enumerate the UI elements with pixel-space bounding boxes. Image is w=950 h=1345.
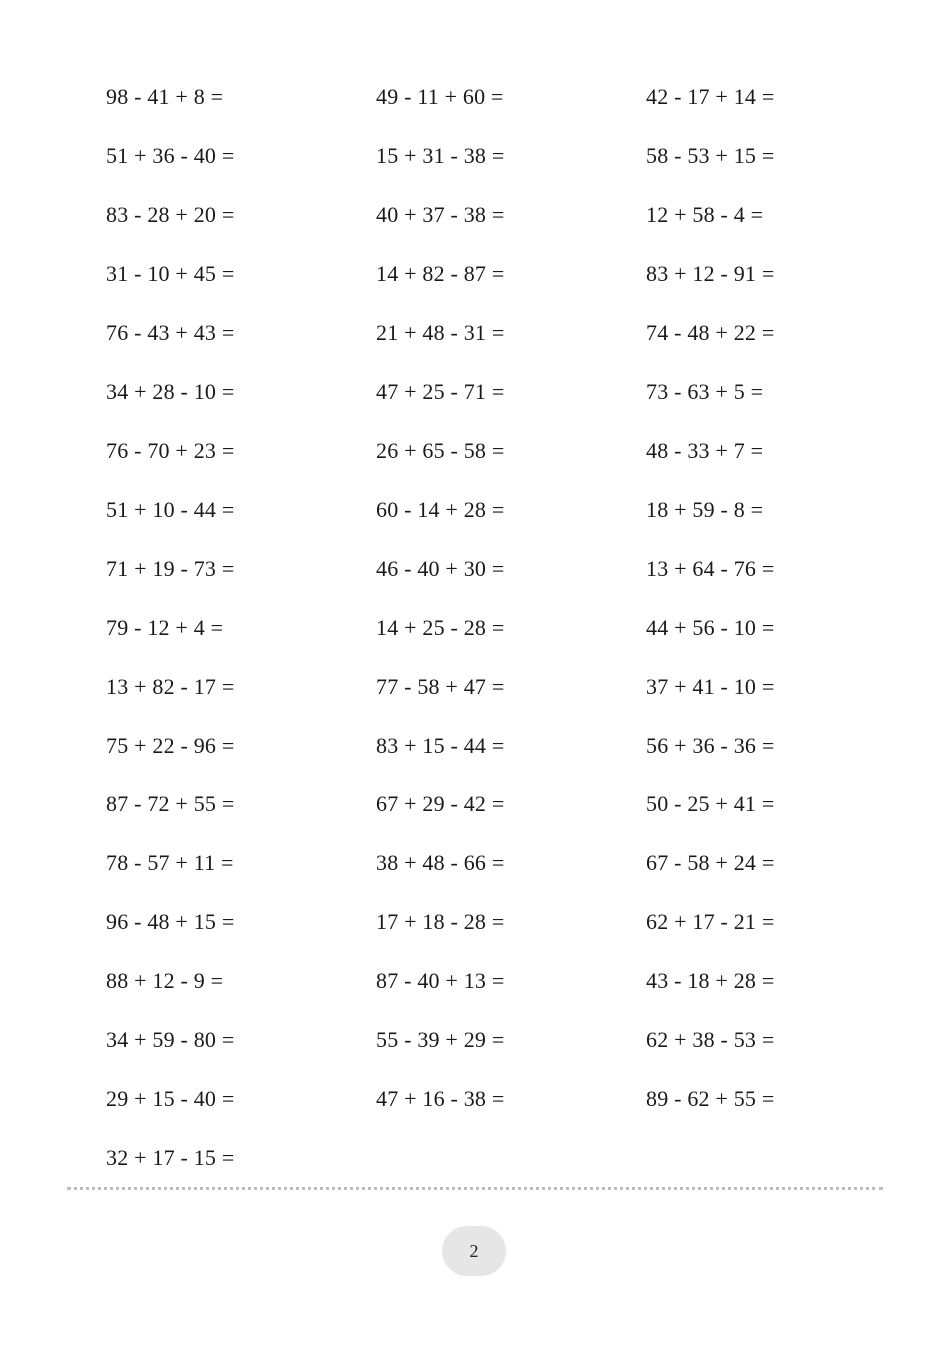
math-problem: 44 + 56 - 10 = — [646, 614, 775, 640]
math-problem: 12 + 58 - 4 = — [646, 201, 764, 227]
math-problem: 42 - 17 + 14 = — [646, 84, 775, 109]
math-problem: 47 + 25 - 71 = — [376, 378, 505, 404]
math-problem: 67 - 58 + 24 = — [646, 850, 775, 876]
math-problem: 18 + 59 - 8 = — [646, 496, 764, 522]
math-problem: 13 + 64 - 76 = — [646, 555, 775, 581]
math-problem: 38 + 48 - 66 = — [376, 850, 505, 876]
math-problem: 73 - 63 + 5 = — [646, 378, 764, 404]
math-problem: 21 + 48 - 31 = — [376, 319, 505, 345]
page-number: 2 — [469, 1240, 479, 1261]
math-problem: 87 - 40 + 13 = — [376, 968, 505, 994]
math-problem: 50 - 25 + 41 = — [646, 791, 775, 817]
math-problem: 51 + 10 - 44 = — [106, 496, 235, 522]
math-problem: 43 - 18 + 28 = — [646, 968, 775, 994]
math-problem: 62 + 17 - 21 = — [646, 909, 775, 935]
dotted-divider — [67, 1187, 883, 1190]
math-problem: 60 - 14 + 28 = — [376, 496, 505, 522]
math-problem: 34 + 59 - 80 = — [106, 1027, 235, 1053]
math-problem: 98 - 41 + 8 = — [106, 84, 224, 109]
math-problem: 67 + 29 - 42 = — [376, 791, 505, 817]
math-problem: 83 + 12 - 91 = — [646, 260, 775, 286]
math-problem: 37 + 41 - 10 = — [646, 673, 775, 699]
math-problem: 89 - 62 + 55 = — [646, 1086, 775, 1112]
math-problem: 51 + 36 - 40 = — [106, 142, 235, 168]
math-problem: 32 + 17 - 15 = — [106, 1145, 235, 1171]
math-problem: 48 - 33 + 7 = — [646, 437, 764, 463]
math-problem: 71 + 19 - 73 = — [106, 555, 235, 581]
math-problem: 58 - 53 + 15 = — [646, 142, 775, 168]
page-number-badge — [442, 1226, 506, 1276]
math-problem: 17 + 18 - 28 = — [376, 909, 505, 935]
math-problem: 26 + 65 - 58 = — [376, 437, 505, 463]
math-problem: 62 + 38 - 53 = — [646, 1027, 775, 1053]
math-problem: 46 - 40 + 30 = — [376, 555, 505, 581]
math-problem: 49 - 11 + 60 = — [376, 84, 504, 109]
math-problem: 29 + 15 - 40 = — [106, 1086, 235, 1112]
math-problem: 96 - 48 + 15 = — [106, 909, 235, 935]
math-problem: 47 + 16 - 38 = — [376, 1086, 505, 1112]
math-problem: 13 + 82 - 17 = — [106, 673, 235, 699]
math-problem: 14 + 25 - 28 = — [376, 614, 505, 640]
math-problem: 40 + 37 - 38 = — [376, 201, 505, 227]
math-problem: 88 + 12 - 9 = — [106, 968, 224, 994]
math-problem: 79 - 12 + 4 = — [106, 614, 224, 640]
math-problem: 55 - 39 + 29 = — [376, 1027, 505, 1053]
math-problem: 83 + 15 - 44 = — [376, 732, 505, 758]
math-problem: 76 - 70 + 23 = — [106, 437, 235, 463]
math-problem: 83 - 28 + 20 = — [106, 201, 235, 227]
math-problem: 75 + 22 - 96 = — [106, 732, 235, 758]
math-problem: 15 + 31 - 38 = — [376, 142, 505, 168]
math-problem: 87 - 72 + 55 = — [106, 791, 235, 817]
math-problem: 14 + 82 - 87 = — [376, 260, 505, 286]
math-problem: 34 + 28 - 10 = — [106, 378, 235, 404]
math-problem: 56 + 36 - 36 = — [646, 732, 775, 758]
math-problem: 74 - 48 + 22 = — [646, 319, 775, 345]
math-problem: 77 - 58 + 47 = — [376, 673, 505, 699]
math-problem: 31 - 10 + 45 = — [106, 260, 235, 286]
math-problem: 76 - 43 + 43 = — [106, 319, 235, 345]
math-problem: 78 - 57 + 11 = — [106, 850, 234, 876]
